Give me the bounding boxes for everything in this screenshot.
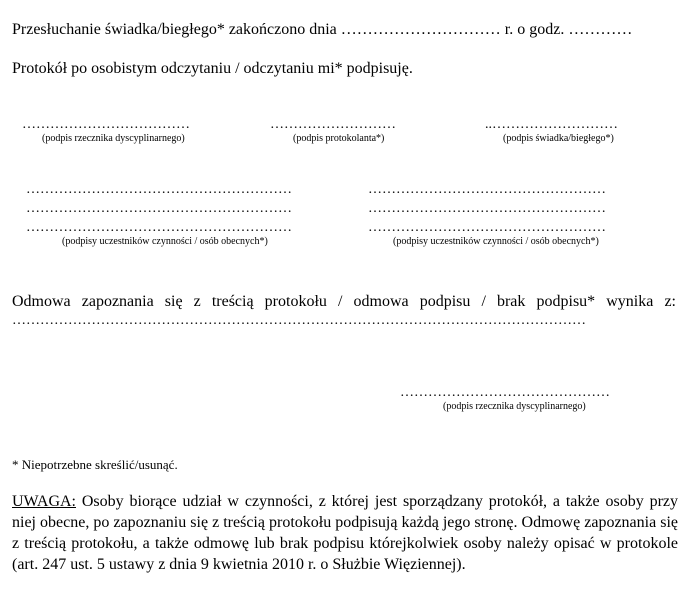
caption-clerk: (podpis protokolanta*) (293, 133, 385, 144)
refusal-dotted-line: …………………………………………………………………………………………………………… (12, 313, 586, 328)
caption-prosecutor: (podpis rzecznika dyscyplinarnego) (42, 133, 185, 144)
final-signature-line: ……………………………………… (400, 385, 610, 400)
footnote: * Niepotrzebne skreślić/usunąć. (12, 457, 178, 472)
signing-statement: Protokół po osobistym odczytaniu / odczytaniu mi* podpisuję. (12, 60, 413, 77)
warning-label: UWAGA: (12, 493, 76, 510)
caption-final-signature: (podpis rzecznika dyscyplinarnego) (443, 401, 586, 412)
caption-witness: (podpis świadka/biegłego*) (503, 133, 614, 144)
participant-left-line-2: ………………………………………………… (26, 201, 292, 216)
warning-text: Osoby biorące udział w czynności, z której jest sporządzany protokół, a także osoby przy niej obecne, po zapoznaniu się z treścią protokołu podpisują każdą jego stronę. Odmowę zapoznania się z treścią protokołu, a także odmowę lub brak podpisu którejkolwiek osoby należy opisać w protokole (art. 247 ust. 5 ustawy z dnia 9 kwietnia 2010 r. o Służbie Więziennej). (12, 493, 678, 573)
caption-participants-left: (podpisy uczestników czynności / osób obecnych*) (62, 236, 268, 247)
participant-left-line-3: ………………………………………………… (26, 220, 292, 235)
participant-right-line-3: …………………………………………… (368, 220, 606, 235)
signature-line-prosecutor: ……………………………… (22, 117, 190, 132)
participant-left-line-1: ………………………………………………… (26, 182, 292, 197)
signature-line-clerk: ……………………… (270, 117, 396, 132)
warning-paragraph (12, 491, 678, 575)
refusal-statement: Odmowa zapoznania się z treścią protokołu / odmowa podpisu / brak podpisu* wynika z: (12, 293, 676, 310)
participant-right-line-1: …………………………………………… (368, 182, 606, 197)
end-time-line: Przesłuchanie świadka/biegłego* zakończono dnia ………………………… r. o godz. ………… (12, 21, 633, 38)
caption-participants-right: (podpisy uczestników czynności / osób obecnych*) (393, 236, 599, 247)
participant-right-line-2: …………………………………………… (368, 201, 606, 216)
signature-line-witness: ..……………………… (485, 117, 618, 132)
